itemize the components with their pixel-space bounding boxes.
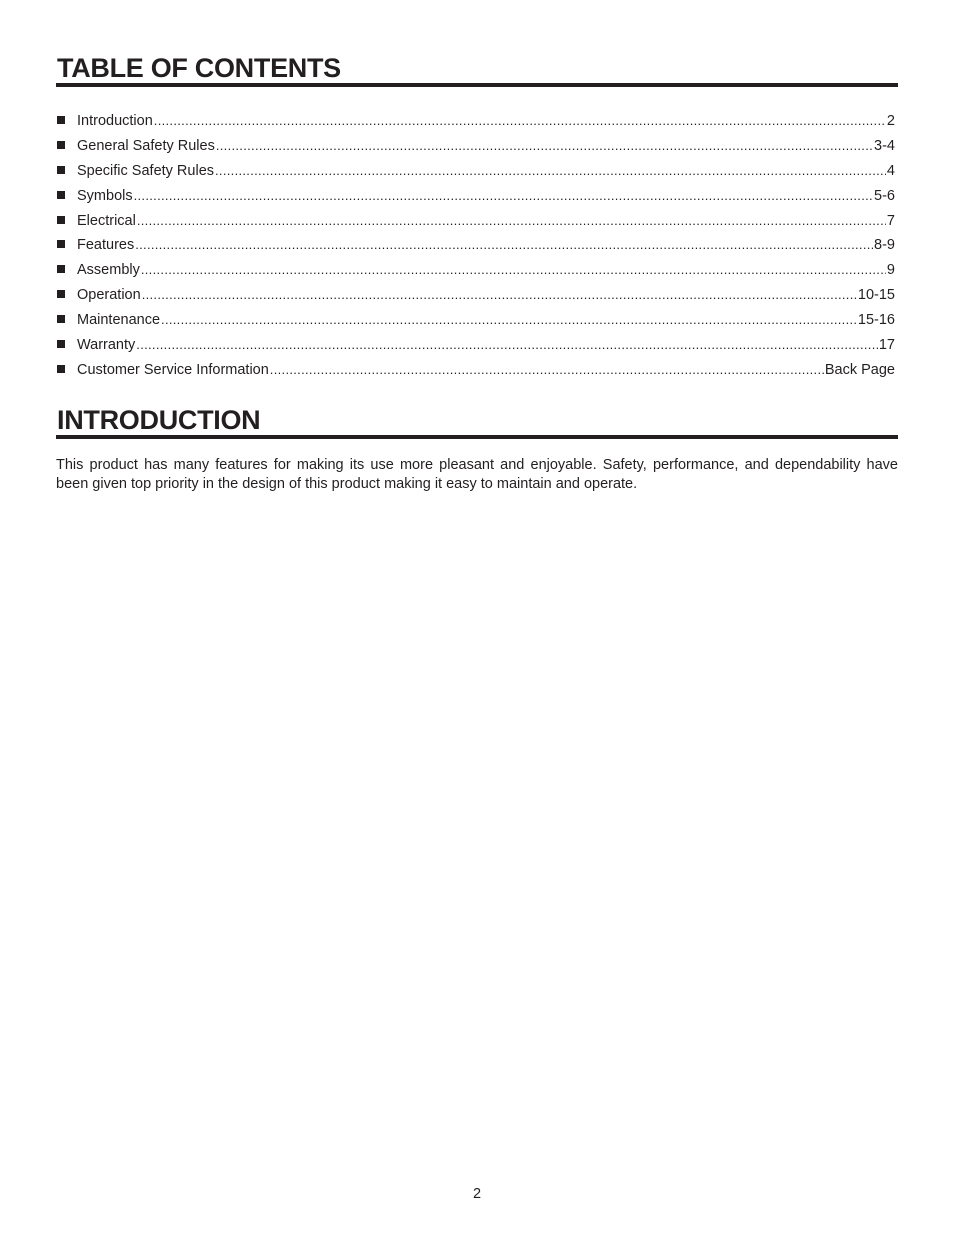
toc-heading: TABLE OF CONTENTS	[57, 53, 341, 83]
square-bullet-icon	[57, 166, 65, 174]
toc-item-page: 17	[878, 337, 895, 354]
toc-item-page: 3-4	[874, 137, 895, 154]
introduction-heading-rule	[56, 435, 898, 439]
square-bullet-icon	[57, 116, 65, 124]
toc-item-electrical	[56, 209, 898, 234]
square-bullet-icon	[57, 315, 65, 323]
toc-item-page: Back Page	[824, 361, 895, 378]
introduction-body: This product has many features for making its use more pleasant and enjoyable. Safety, performance, and dependability have been given top priority in the design of this product making it easy to maintain and operate.	[56, 457, 898, 492]
toc-item-label: Maintenance	[77, 312, 161, 329]
toc-list	[56, 109, 898, 383]
toc-item-customer-service-information	[56, 358, 898, 383]
toc-item-page: 8-9	[874, 237, 895, 254]
toc-item-maintenance	[56, 308, 898, 333]
toc-item-label: Features	[77, 237, 135, 254]
toc-item-page: 4	[886, 162, 895, 179]
toc-item-label: Warranty	[77, 337, 136, 354]
toc-item-label: Assembly	[77, 262, 140, 279]
toc-item-label: Symbols	[77, 187, 133, 204]
toc-item-introduction	[56, 109, 898, 134]
toc-item-label: Customer Service Information	[77, 361, 269, 378]
toc-item-specific-safety-rules	[56, 159, 898, 184]
toc-item-warranty	[56, 333, 898, 358]
toc-item-assembly	[56, 258, 898, 283]
toc-item-page: 7	[886, 212, 895, 229]
dot-leader	[141, 258, 886, 283]
dot-leader	[216, 134, 873, 159]
dot-leader	[161, 308, 857, 333]
toc-item-page: 9	[886, 262, 895, 279]
toc-item-general-safety-rules	[56, 134, 898, 159]
toc-item-symbols	[56, 184, 898, 209]
dot-leader	[135, 233, 873, 258]
toc-item-label: Introduction	[77, 113, 153, 129]
toc-heading-rule	[56, 83, 898, 87]
dot-leader	[215, 159, 886, 184]
square-bullet-icon	[57, 240, 65, 248]
toc-item-page: 10-15	[857, 287, 895, 304]
toc-item-label: General Safety Rules	[77, 137, 215, 154]
page-number: 2	[472, 1186, 482, 1202]
introduction-heading: INTRODUCTION	[57, 405, 261, 435]
toc-item-operation	[56, 283, 898, 308]
square-bullet-icon	[57, 265, 65, 273]
dot-leader	[154, 109, 886, 134]
square-bullet-icon	[57, 290, 65, 298]
square-bullet-icon	[57, 365, 65, 373]
toc-item-page: 5-6	[874, 187, 895, 204]
square-bullet-icon	[57, 191, 65, 199]
dot-leader	[270, 358, 824, 383]
toc-item-label: Operation	[77, 287, 141, 304]
dot-leader	[134, 184, 873, 209]
toc-item-label: Electrical	[77, 212, 136, 229]
toc-item-label: Specific Safety Rules	[77, 162, 215, 179]
toc-item-page: 2	[886, 113, 895, 129]
dot-leader	[137, 209, 886, 234]
square-bullet-icon	[57, 216, 65, 224]
toc-item-page: 15-16	[857, 312, 895, 329]
dot-leader	[136, 333, 878, 358]
square-bullet-icon	[57, 141, 65, 149]
dot-leader	[142, 283, 857, 308]
toc-item-features	[56, 233, 898, 258]
square-bullet-icon	[57, 340, 65, 348]
